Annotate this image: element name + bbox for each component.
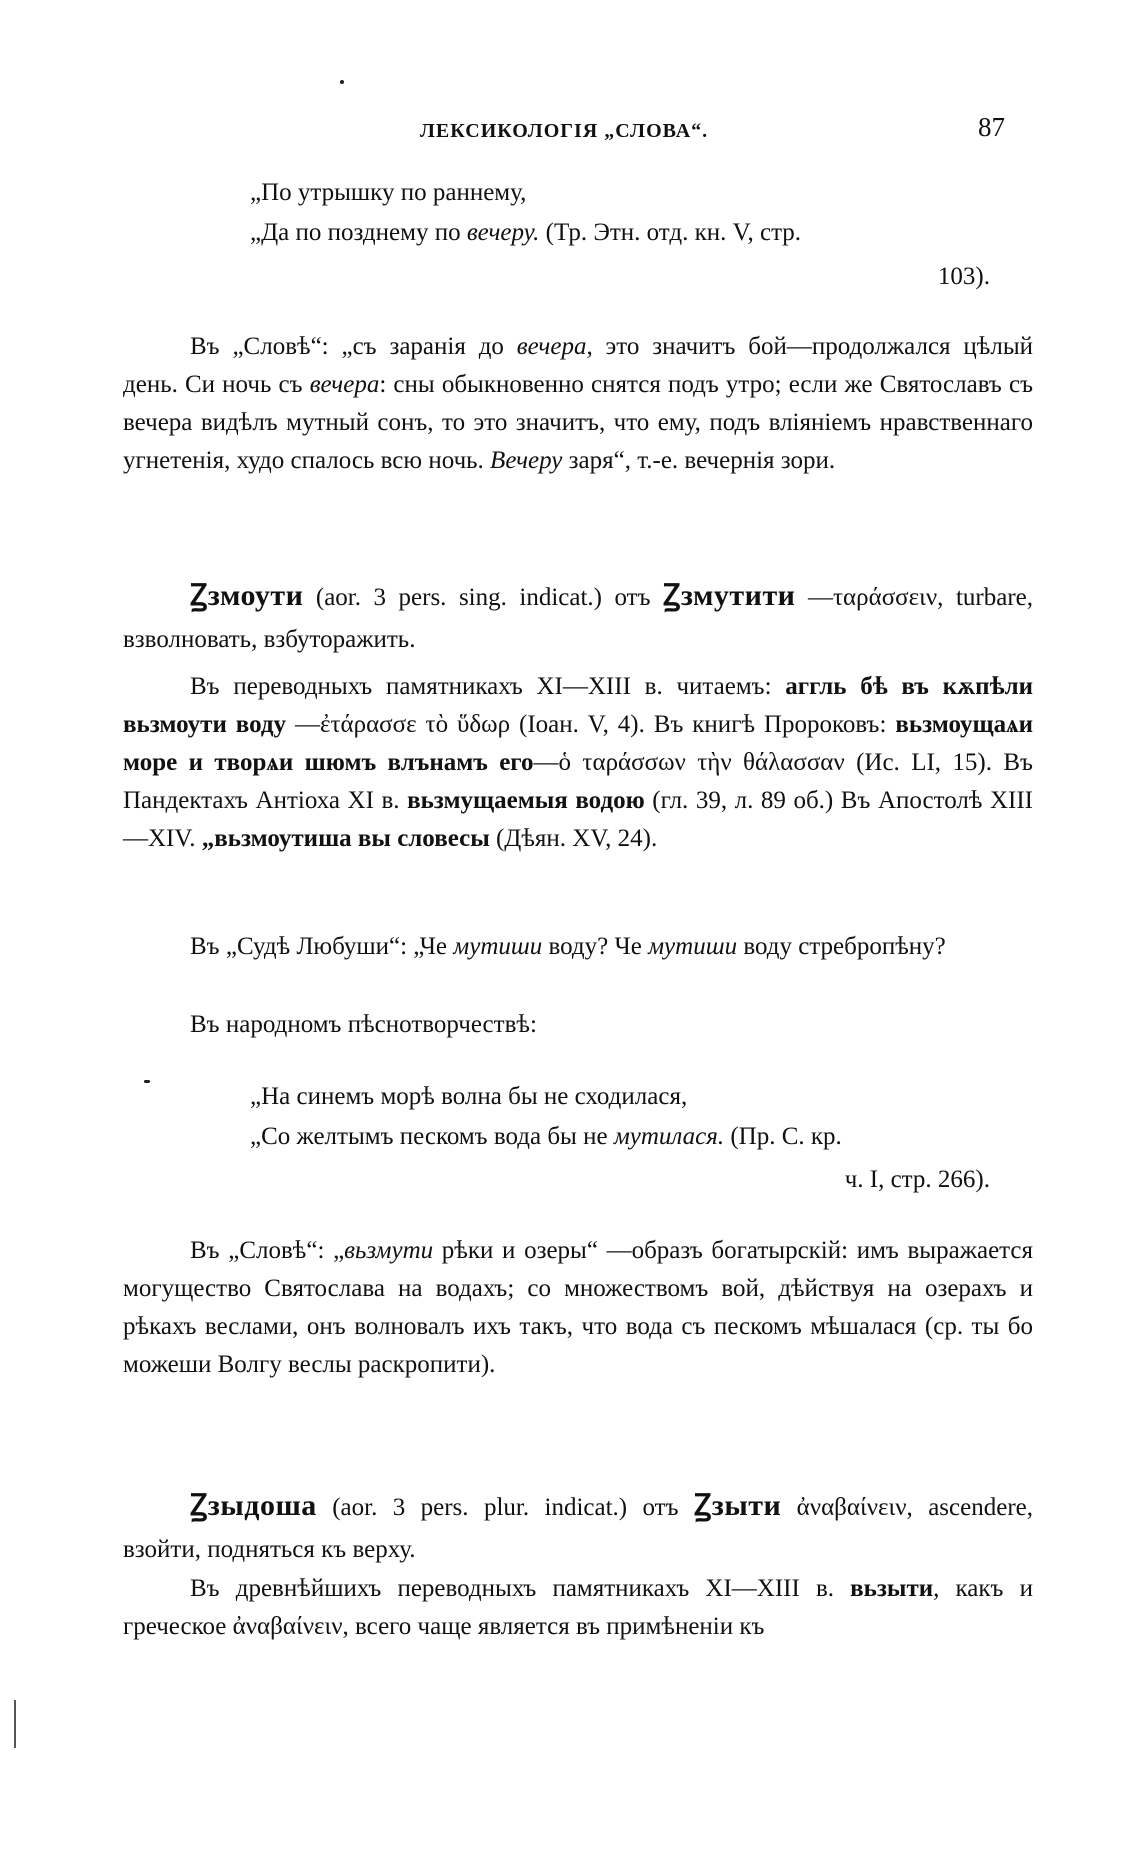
paragraph: Въ древнѣйшихъ переводныхъ памятникахъ XI—XIII в. вьзыти, какъ и греческое ἀναβαίνειν, всего чаще является въ примѣненіи къ (123, 1575, 1033, 1640)
entry-headword: Ꙁзыдоша (190, 1489, 317, 1522)
entry-stem: Ꙁзыти (693, 1489, 782, 1522)
dictionary-entry: Ꙁзыдоша (aor. 3 pers. plur. indicat.) отъ Ꙁзыти ἀναβαίνειν, ascendere, взойти, подняться къ верху. (123, 1489, 1033, 1563)
verse-line: „На синемъ морѣ волна бы не сходилася, (250, 1083, 688, 1110)
entry-stem: Ꙁзмутити (663, 579, 796, 612)
paragraph: Въ „Судѣ Любуши“: „Че мутиши воду? Че мутиши воду стребропѣну? (190, 933, 946, 960)
print-speck (340, 80, 344, 84)
paragraph: Въ „Словѣ“: „вьзмути рѣки и озеры“ —образъ богатырскій: имъ выражается могущество Святослава на водахъ; со множествомъ вой, дѣйствуя на озерахъ и рѣкахъ веслами, онъ волновалъ ихъ такъ, что вода съ пескомъ мѣшалася (ср. ты бо можеши Волгу веслы раскропити). (123, 1237, 1033, 1378)
print-speck (144, 1080, 150, 1083)
entry-headword: Ꙁзмоути (190, 579, 304, 612)
margin-mark (14, 1700, 16, 1748)
paragraph: Въ „Словѣ“: „съ заранія до вечера, это значитъ бой—продолжался цѣлый день. Си ночь съ вечера: сны обыкновенно снятся подъ утро; если же Святославъ съ вечера видѣлъ мутный сонъ, то это значитъ, что ему, подъ вліяніемъ нравственнаго угнетенія, худо спалось всю ночь. Вечеру заря“, т.-е. вечернія зори. (123, 333, 1034, 474)
running-title: ЛЕКСИКОЛОГІЯ „СЛОВА“. (420, 120, 709, 142)
verse-line: „Да по позднему по вечеру. (Тр. Этн. отд. кн. V, стр. (250, 219, 802, 246)
page-number: 87 (978, 112, 1005, 142)
dictionary-entry: Ꙁзмоути (aor. 3 pers. sing. indicat.) отъ Ꙁзмутити —ταράσσειν, turbare, взволновать, взбуторажить. (123, 579, 1033, 653)
paragraph: Въ народномъ пѣснотворчествѣ: (190, 1011, 537, 1038)
paragraph: Въ переводныхъ памятникахъ XI—XIII в. читаемъ: аггль бѣ въ кѫпѣли вьзмоути воду —ἐτάρασσε τὸ ὕδωρ (Іоан. V, 4). Въ книгѣ Пророковъ: вьзмоущаѧи море и творѧи шюмъ влънамъ его—ὁ ταράσσων τὴν θάλασσαν (Ис. LI, 15). Въ Пандектахъ Антіоха XI в. вьзмущаемыя водою (гл. 39, л. 89 об.) Въ Апостолѣ XIII—XIV. „вьзмоутиша вы словесы (Дѣян. XV, 24). (123, 673, 1034, 852)
verse-reference: 103). (937, 263, 990, 290)
verse-line: „Со желтымъ пескомъ вода бы не мутилася. (Пр. С. кр. (250, 1123, 842, 1150)
verse-reference: ч. I, стр. 266). (844, 1166, 990, 1193)
verse-line: „По утрышку по раннему, (250, 179, 527, 206)
